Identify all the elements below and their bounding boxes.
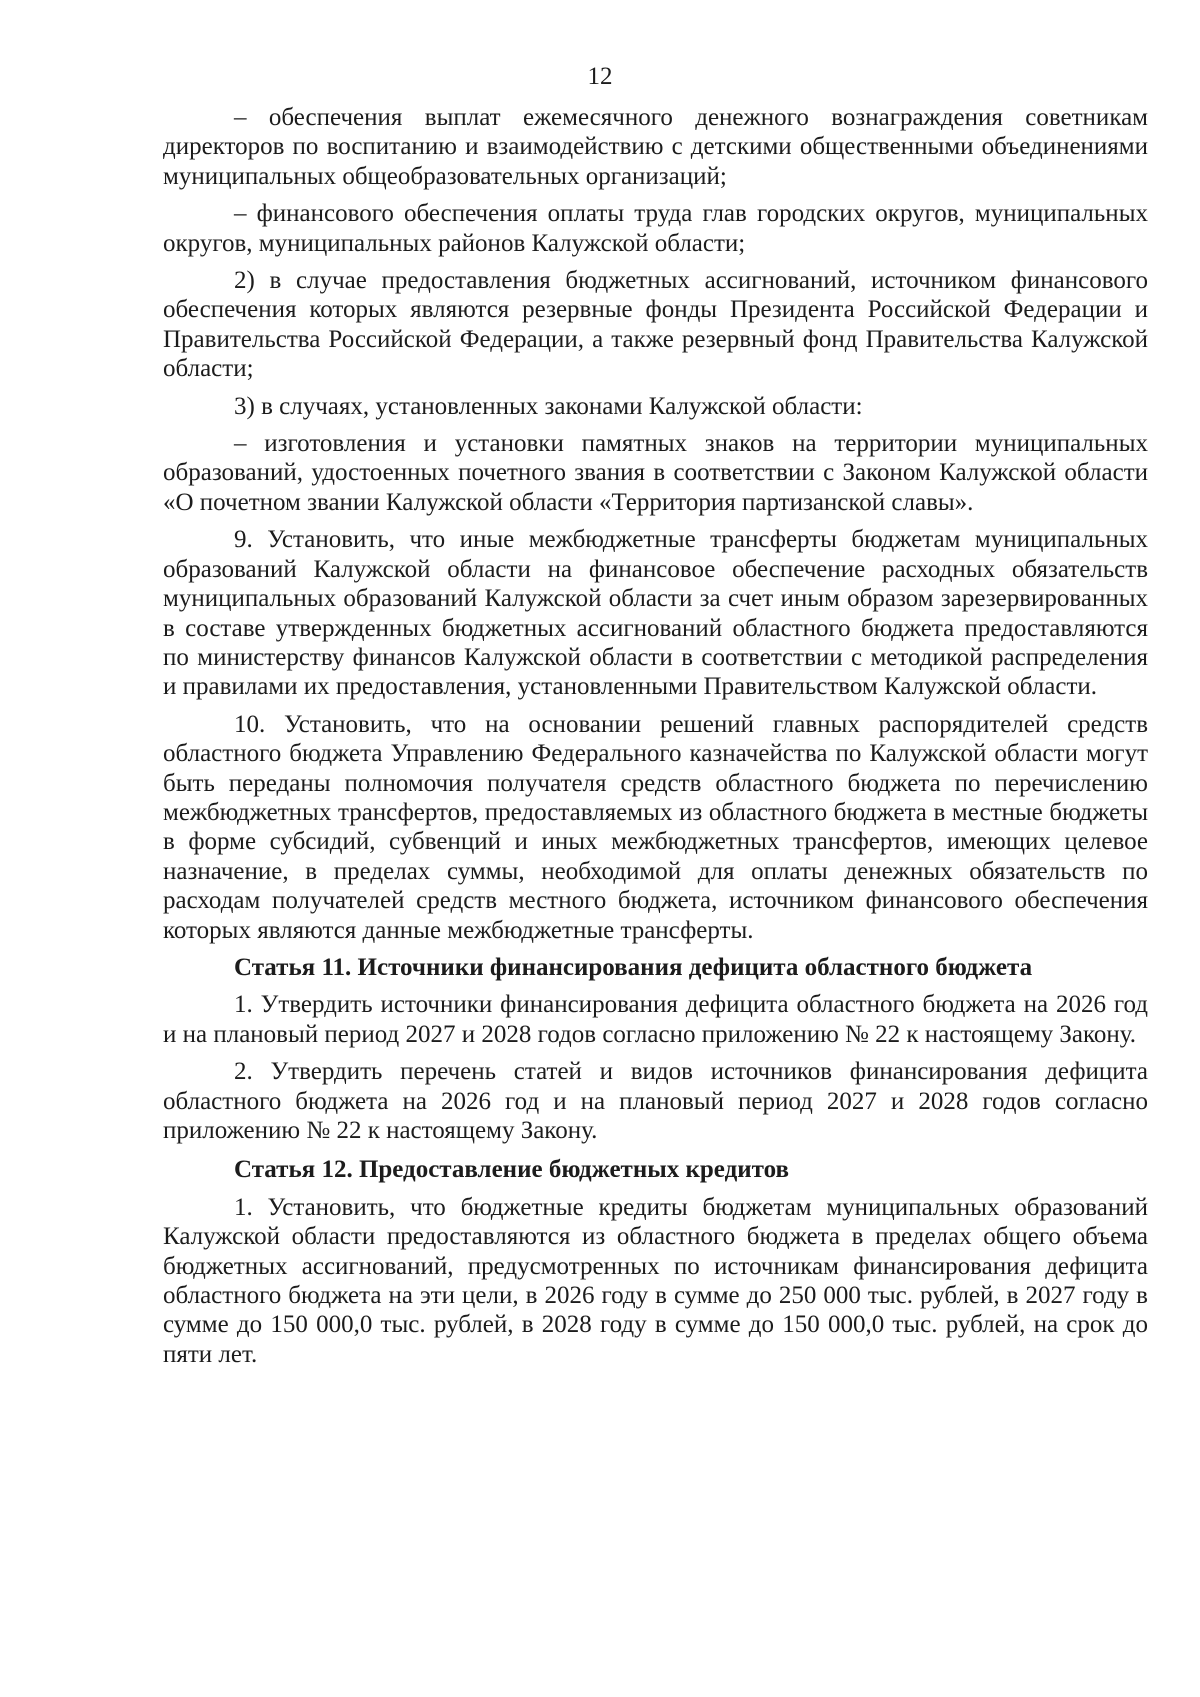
paragraph-advisors-payments: – обеспечения выплат ежемесячного денежного вознаграждения советникам директоров по воспитанию и взаимодействию с детскими общественными объединениями муниципальных общеобразовательных организаций; (163, 104, 1148, 190)
article-11-heading: Статья 11. Источники финансирования дефицита областного бюджета (234, 953, 1033, 981)
article-11-item-1: 1. Утвердить источники финансирования дефицита областного бюджета на 2026 год и на плановый период 2027 и 2028 годов согласно приложению № 22 к настоящему Закону. (163, 991, 1148, 1048)
paragraph-item-9: 9. Установить, что иные межбюджетные трансферты бюджетам муниципальных образований Калужской области на финансовое обеспечение расходных обязательств муниципальных образований Калужской области за счет иным образом зарезервированных в составе утвержденных бюджетных ассигнований областного бюджета предоставляются по министерству финансов Калужской области в соответствии с методикой распределения и правилами их предоставления, установленными Правительством Калужской области. (163, 526, 1148, 701)
paragraph-reserve-funds: 2) в случае предоставления бюджетных ассигнований, источником финансового обеспечения которых являются резервные фонды Президента Российской Федерации и Правительства Российской Федерации, а также резервный фонд Правительства Калужской области; (163, 267, 1148, 383)
article-11-item-2: 2. Утвердить перечень статей и видов источников финансирования дефицита областного бюджета на 2026 год и на плановый период 2027 и 2028 годов согласно приложению № 22 к настоящему Закону. (163, 1058, 1148, 1144)
document-body (163, 103, 1148, 1377)
paragraph-memorial-signs: – изготовления и установки памятных знаков на территории муниципальных образований, удостоенных почетного звания в соответствии с Законом Калужской области «О почетном звании Калужской области «Территория партизанской славы». (163, 430, 1148, 516)
paragraph-cases-by-law: 3) в случаях, установленных законами Калужской области: (234, 392, 863, 420)
page-number: 12 (587, 63, 613, 90)
paragraph-heads-salary: – финансового обеспечения оплаты труда глав городских округов, муниципальных округов, муниципальных районов Калужской области; (163, 200, 1148, 257)
paragraph-item-10: 10. Установить, что на основании решений главных распорядителей средств областного бюджета Управлению Федерального казначейства по Калужской области могут быть переданы полномочия получателя средств областного бюджета по перечислению межбюджетных трансфертов, предоставляемых из областного бюджета в местные бюджеты в форме субсидий, субвенций и иных межбюджетных трансфертов, имеющих целевое назначение, в пределах суммы, необходимой для оплаты денежных обязательств по расходам получателей средств местного бюджета, источником финансового обеспечения которых являются данные межбюджетные трансферты. (163, 710, 1148, 944)
article-12-heading: Статья 12. Предоставление бюджетных кредитов (234, 1156, 789, 1184)
article-12-item-1: 1. Установить, что бюджетные кредиты бюджетам муниципальных образований Калужской области предоставляются из областного бюджета в пределах общего объема бюджетных ассигнований, предусмотренных по источникам финансирования дефицита областного бюджета на эти цели, в 2026 году в сумме до 250 000 тыс. рублей, в 2027 году в сумме до 150 000,0 тыс. рублей, в 2028 году в сумме до 150 000,0 тыс. рублей, на срок до пяти лет. (163, 1193, 1148, 1368)
